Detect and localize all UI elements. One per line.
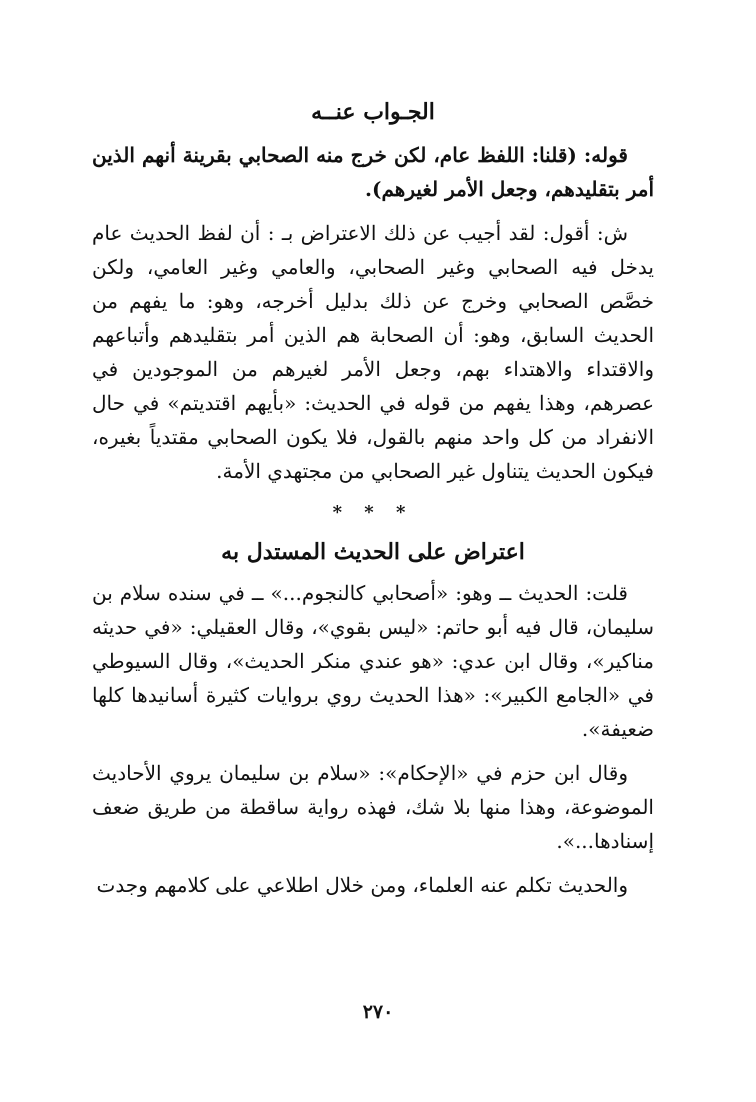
closing-paragraph: والحديث تكلم عنه العلماء، ومن خلال اطلاعي على كلامهم وجدت	[96, 873, 628, 897]
section-heading-answer: الجـواب عنــه	[311, 99, 435, 125]
ibn-hazm-quote-paragraph: وقال ابن حزم في «الإحكام»: «سلام بن سليمان يروي الأحاديث الموضوعة، وهذا منها بلا شك، فهذه رواية ساقطة من طريق ضعف إسنادها...».	[92, 761, 654, 853]
page-number: ٢٧٠	[362, 1001, 394, 1023]
commentary-paragraph: ش: أقول: لقد أجيب عن ذلك الاعتراض بـ : أن لفظ الحديث عام يدخل فيه الصحابي وغير الصحابي، والعامي وغير العامي، ولكن خصَّص الصحابي وخرج عن ذلك بدليل أخرجه، وهو: ما يفهم من الحديث السابق، وهو: أن الصحابة هم الذين أمر بتقليدهم وأتباعهم والاقتداء والاهتداء بهم، وجعل الأمر لغيرهم من الموجودين في عصرهم، وهذا يفهم من قوله في الحديث: «بأيهم اقتديتم» في حال الانفراد من كل واحد منهم بالقول، فلا يكون الصحابي مقتدياً بغيره، فيكون الحديث يتناول غير الصحابي من مجتهدي الأمة.	[92, 221, 655, 483]
section-separator: * * *	[332, 502, 414, 523]
section-heading-objection: اعتراض على الحديث المستدل به	[221, 539, 525, 565]
hadith-chain-paragraph: قلت: الحديث ــ وهو: «أصحابي كالنجوم...» ــ في سنده سلام بن سليمان، قال فيه أبو حاتم: «ليس بقوي»، وقال العقيلي: «في حديثه مناكير»، وقال ابن عدي: «هو عندي منكر الحديث»، وقال السيوطي في «الجامع الكبير»: «هذا الحديث روي بروايات كثيرة أسانيدها كلها ضعيفة».	[92, 581, 654, 741]
quoted-statement-paragraph: قوله: (قلنا: اللفظ عام، لكن خرج منه الصحابي بقرينة أنهم الذين أمر بتقليدهم، وجعل الأمر لغيرهم).	[92, 143, 654, 201]
page-body	[92, 92, 654, 908]
